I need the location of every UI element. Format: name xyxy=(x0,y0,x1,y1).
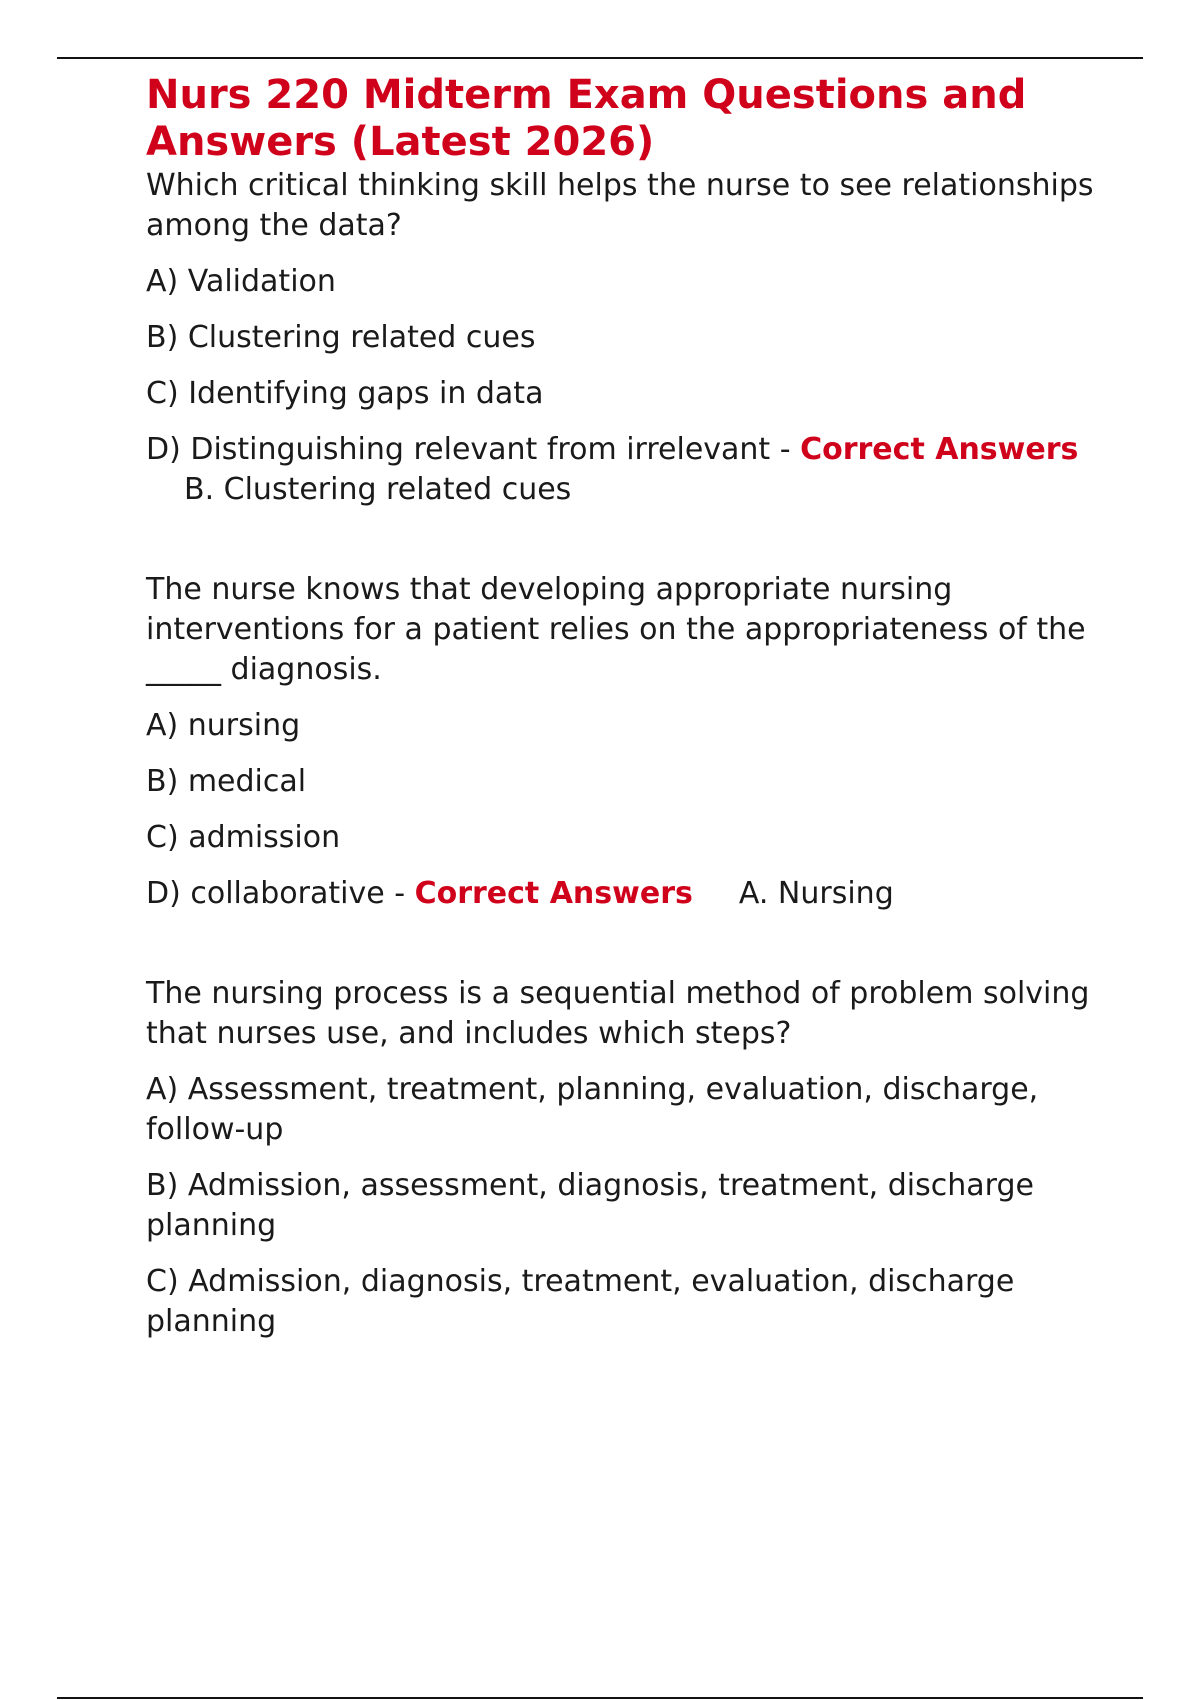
top-rule xyxy=(57,57,1143,59)
document-body xyxy=(146,72,1106,1342)
question-text: The nursing process is a sequential method of problem solving that nurses use, and includes which steps? xyxy=(146,976,1090,1051)
option-b: B) Admission, assessment, diagnosis, treatment, discharge planning xyxy=(146,1168,1034,1243)
question-block-3 xyxy=(146,974,1106,1342)
separator: - xyxy=(384,876,415,911)
option-a: A) nursing xyxy=(146,708,301,743)
separator: - xyxy=(770,432,801,467)
bottom-rule xyxy=(57,1697,1143,1699)
option-b: B) Clustering related cues xyxy=(146,320,536,355)
spacer xyxy=(146,510,1106,570)
question-block-2 xyxy=(146,570,1106,914)
correct-answers-label: Correct Answers xyxy=(414,876,693,911)
option-d-text: D) Distinguishing relevant from irrelevant xyxy=(146,432,771,467)
question-text: Which critical thinking skill helps the nurse to see relationships among the data? xyxy=(146,168,1094,243)
option-c: C) Admission, diagnosis, treatment, evaluation, discharge planning xyxy=(146,1264,1015,1339)
option-d xyxy=(146,430,1106,470)
option-b: B) medical xyxy=(146,764,307,799)
correct-answers-label: Correct Answers xyxy=(800,432,1079,467)
spacer xyxy=(146,914,1106,974)
question-block-1 xyxy=(146,166,1106,510)
option-c: C) Identifying gaps in data xyxy=(146,376,544,411)
document-title: Nurs 220 Midterm Exam Questions and Answers (Latest 2026) xyxy=(146,72,1027,165)
question-text: The nurse knows that developing appropriate nursing interventions for a patient relies on the appropriateness of the _____ diagnosis. xyxy=(146,572,1086,687)
option-a: A) Validation xyxy=(146,264,336,299)
answer-text: B. Clustering related cues xyxy=(184,472,572,507)
answer-text: A. Nursing xyxy=(738,876,894,911)
option-a: A) Assessment, treatment, planning, evaluation, discharge, follow-up xyxy=(146,1072,1039,1147)
option-c: C) admission xyxy=(146,820,341,855)
option-d xyxy=(146,874,1106,914)
option-d-text: D) collaborative xyxy=(146,876,385,911)
